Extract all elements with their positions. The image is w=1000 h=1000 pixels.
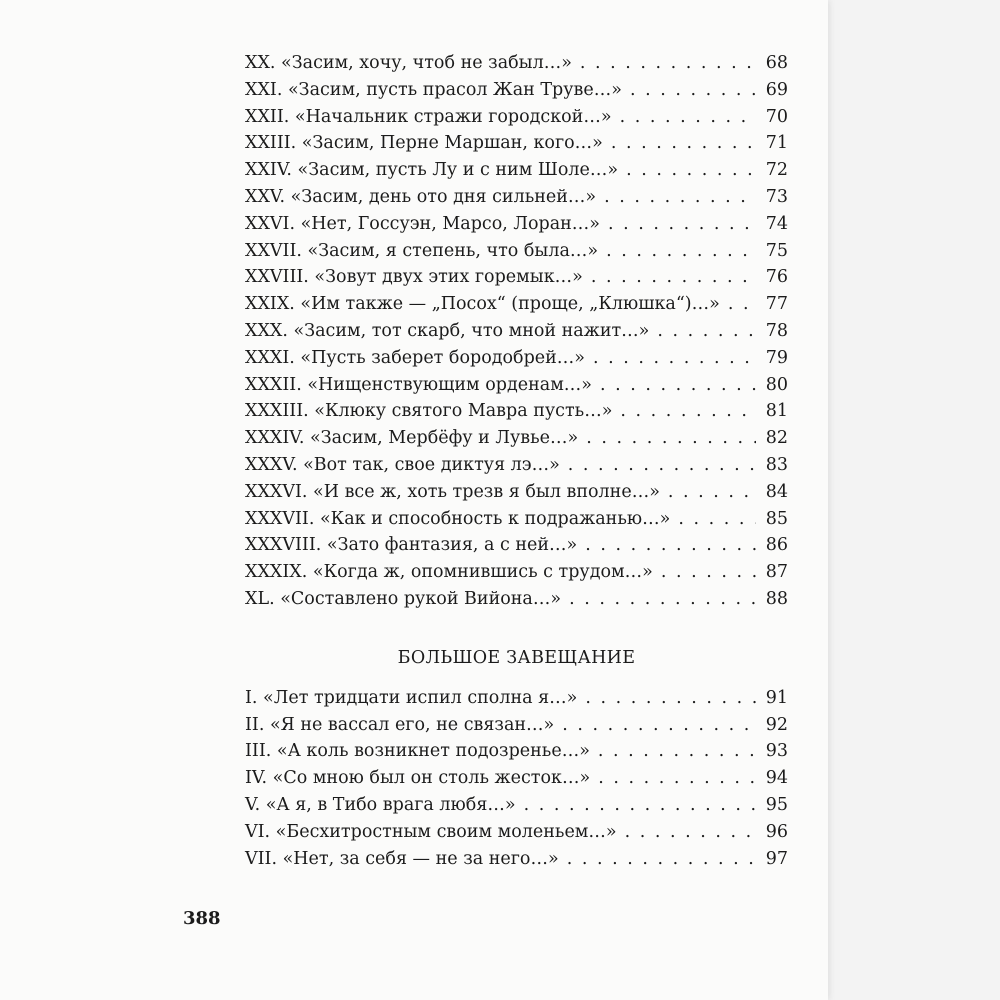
toc-entry	[245, 738, 788, 765]
toc-entry-page: 86	[765, 535, 788, 556]
dot-leader	[611, 130, 756, 157]
dot-leader	[678, 506, 756, 533]
dot-leader	[625, 819, 756, 846]
toc-entry	[245, 77, 788, 104]
toc-entry-page: 83	[765, 454, 788, 475]
toc-entry-title: XXII. «Начальник стражи городской…»	[245, 106, 612, 127]
toc-entry-page: 69	[765, 79, 788, 100]
toc-entry	[245, 318, 788, 345]
toc-entry-page: 75	[765, 240, 788, 261]
dot-leader	[620, 398, 756, 425]
dot-leader	[567, 846, 756, 873]
toc-entry-page: 82	[765, 428, 788, 449]
toc-entry-title: II. «Я не вассал его, не связан…»	[245, 714, 555, 735]
toc-entry	[245, 184, 788, 211]
toc-entry-page: 94	[765, 768, 788, 789]
toc-entry-title: XXXI. «Пусть заберет бородобрей…»	[245, 347, 586, 368]
toc-entry-title: III. «А коль возникнет подозренье…»	[245, 741, 590, 762]
dot-leader	[568, 452, 756, 479]
dot-leader	[661, 559, 756, 586]
toc-entry	[245, 104, 788, 131]
dot-leader	[585, 532, 756, 559]
toc-entry	[245, 819, 788, 846]
toc-part-one	[245, 50, 788, 613]
toc-entry-title: XXVI. «Нет, Госсуэн, Марсо, Лоран…»	[245, 213, 600, 234]
toc-entry	[245, 792, 788, 819]
toc-entry	[245, 50, 788, 77]
toc-entry-title: XXXV. «Вот так, свое диктуя лэ…»	[245, 454, 560, 475]
toc-entry-title: IV. «Со мною был он столь жесток…»	[245, 768, 591, 789]
toc-entry-page: 70	[765, 106, 788, 127]
toc-entry-page: 81	[765, 401, 788, 422]
toc-entry-page: 80	[765, 374, 788, 395]
toc-entry-title: V. «А я, в Тибо врага любя…»	[245, 794, 516, 815]
toc-entry	[245, 264, 788, 291]
dot-leader	[593, 345, 756, 372]
toc-entry-title: VII. «Нет, за себя — не за него…»	[245, 848, 559, 869]
dot-leader	[620, 104, 756, 131]
toc-entry-title: XXIII. «Засим, Перне Маршан, кого…»	[245, 133, 603, 154]
dot-leader	[580, 50, 756, 77]
toc-entry-page: 79	[765, 347, 788, 368]
toc-entry	[245, 157, 788, 184]
toc-entry-page: 71	[765, 133, 788, 154]
dot-leader	[626, 157, 756, 184]
dot-leader	[728, 291, 756, 318]
toc-entry-title: XXVII. «Засим, я степень, что была…»	[245, 240, 599, 261]
toc-entry	[245, 559, 788, 586]
toc-entry-title: XX. «Засим, хочу, чтоб не забыл…»	[245, 53, 572, 73]
toc-entry-page: 87	[765, 562, 788, 583]
dot-leader	[657, 318, 756, 345]
toc-entry-page: 88	[765, 588, 788, 609]
toc-entry-title: XXXVII. «Как и способность к подражанью…»	[245, 508, 671, 529]
toc-entry-title: XXXVI. «И все ж, хоть трезв я был вполне…»	[245, 481, 660, 502]
toc-entry-page: 93	[765, 741, 788, 762]
toc-entry-page: 77	[765, 294, 788, 315]
toc-entry-page: 96	[765, 821, 788, 842]
toc-entry	[245, 425, 788, 452]
toc-entry	[245, 372, 788, 399]
dot-leader	[598, 765, 756, 792]
toc-entry-title: XXIX. «Им также — „Посох“ (проще, „Клюшка“)…»	[245, 294, 720, 315]
toc-entry-page: 92	[765, 714, 788, 735]
toc-entry	[245, 291, 788, 318]
toc-entry-page: 72	[765, 160, 788, 181]
toc-entry	[245, 452, 788, 479]
toc-entry-title: XXVIII. «Зовут двух этих горемык…»	[245, 267, 583, 288]
toc-entry-title: XXXVIII. «Зато фантазия, а с ней…»	[245, 535, 578, 556]
toc-entry-page: 73	[765, 186, 788, 207]
toc-entry-page: 84	[765, 481, 788, 502]
dot-leader	[598, 738, 756, 765]
dot-leader	[562, 712, 756, 739]
toc-entry-title: XXXIX. «Когда ж, опомнившись с трудом…»	[245, 562, 653, 583]
toc-entry-title: VI. «Бесхитростным своим моленьем…»	[245, 821, 617, 842]
table-of-contents	[245, 50, 788, 872]
dot-leader	[524, 792, 756, 819]
toc-entry-title: I. «Лет тридцати испил сполна я…»	[245, 687, 578, 708]
toc-entry	[245, 479, 788, 506]
toc-entry	[245, 586, 788, 613]
toc-entry-page: 97	[765, 848, 788, 869]
dot-leader	[585, 685, 756, 712]
dot-leader	[586, 425, 756, 452]
toc-entry	[245, 345, 788, 372]
toc-entry-title: XL. «Составлено рукой Вийона…»	[245, 588, 562, 609]
toc-entry-page: 78	[765, 320, 788, 341]
toc-entry	[245, 238, 788, 265]
toc-entry-page: 76	[765, 267, 788, 288]
dot-leader	[606, 238, 756, 265]
toc-entry-page: 68	[765, 53, 788, 73]
section-heading: БОЛЬШОЕ ЗАВЕЩАНИЕ	[397, 647, 636, 668]
toc-entry	[245, 532, 788, 559]
page-number: 388	[183, 908, 221, 929]
toc-entry	[245, 765, 788, 792]
toc-entry-page: 85	[765, 508, 788, 529]
toc-entry-title: XXV. «Засим, день ото дня сильней…»	[245, 186, 597, 207]
dot-leader	[608, 211, 756, 238]
toc-entry	[245, 846, 788, 873]
dot-leader	[600, 372, 756, 399]
toc-entry-title: XXX. «Засим, тот скарб, что мной нажит…»	[245, 320, 650, 341]
toc-entry	[245, 685, 788, 712]
toc-entry	[245, 712, 788, 739]
toc-part-two	[245, 685, 788, 873]
toc-entry	[245, 398, 788, 425]
toc-entry	[245, 211, 788, 238]
toc-entry-title: XXIV. «Засим, пусть Лу и с ним Шоле…»	[245, 160, 619, 181]
toc-entry-title: XXXII. «Нищенствующим орденам…»	[245, 374, 593, 395]
toc-entry-title: XXXIV. «Засим, Мербёфу и Лувье…»	[245, 428, 579, 449]
toc-entry-title: XXI. «Засим, пусть прасол Жан Труве…»	[245, 79, 622, 100]
dot-leader	[630, 77, 756, 104]
toc-entry-page: 74	[765, 213, 788, 234]
toc-entry-title: XXXIII. «Клюку святого Мавра пусть…»	[245, 401, 613, 422]
toc-entry	[245, 506, 788, 533]
toc-entry-page: 91	[765, 687, 788, 708]
dot-leader	[591, 264, 756, 291]
toc-entry-page: 95	[765, 794, 788, 815]
dot-leader	[604, 184, 756, 211]
dot-leader	[569, 586, 756, 613]
toc-entry	[245, 130, 788, 157]
dot-leader	[668, 479, 756, 506]
